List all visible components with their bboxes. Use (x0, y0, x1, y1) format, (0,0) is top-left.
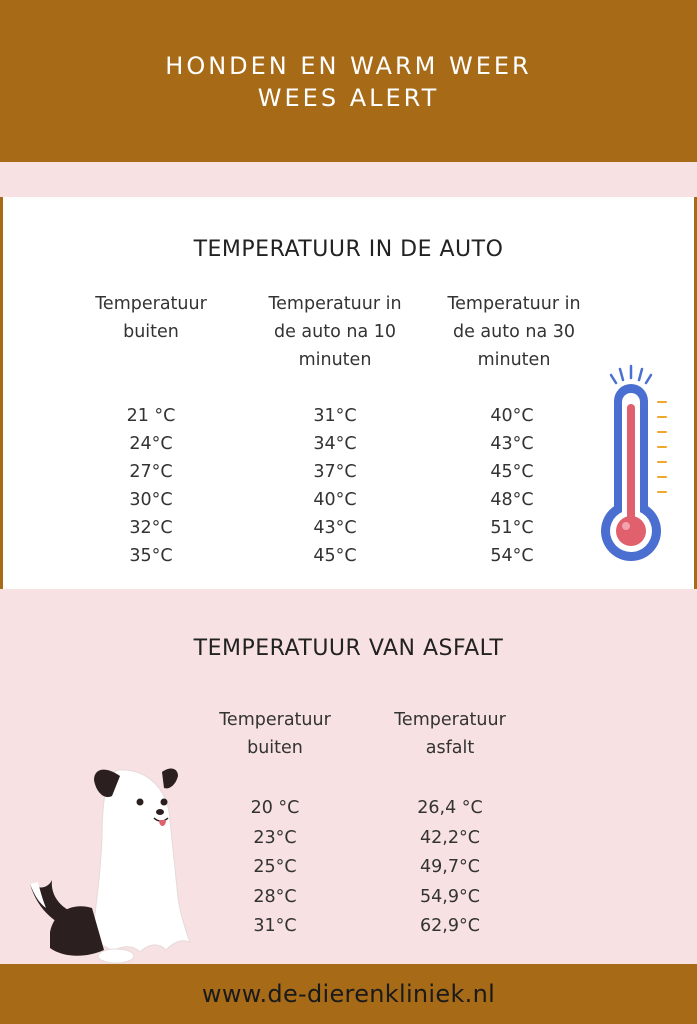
table-cell: 25°C (253, 857, 297, 877)
table-cell: 30°C (129, 490, 173, 510)
table-cell: 62,9°C (420, 916, 480, 936)
table-cell: 31°C (253, 916, 297, 936)
table-cell: 48°C (490, 490, 534, 510)
table-cell: 32°C (129, 518, 173, 538)
table-cell: 31°C (313, 406, 357, 426)
table-cell: 51°C (490, 518, 534, 538)
table-cell: 37°C (313, 462, 357, 482)
table-cell: 35°C (129, 546, 173, 566)
table-cell: 42,2°C (420, 827, 480, 848)
thermometer-icon (592, 362, 682, 568)
table-cell: 28°C (253, 886, 297, 907)
table-cell: 23°C (253, 827, 297, 848)
asphalt-col2-header-line: Temperatuur (394, 710, 506, 730)
car-col1-values (91, 402, 211, 570)
table-cell: 43°C (313, 518, 357, 538)
car-col3-header-line: de auto na 30 (452, 322, 576, 342)
table-cell: 26,4 °C (417, 798, 483, 818)
table-cell: 45°C (490, 462, 534, 482)
car-col2-header-line: de auto na 10 (273, 322, 397, 342)
asphalt-col1-header (190, 706, 360, 762)
asphalt-col1-header-line: buiten (247, 738, 303, 758)
header-banner (0, 0, 697, 162)
page-title: HONDEN EN WARM WEER (165, 52, 532, 80)
asphalt-col1-values (215, 794, 335, 942)
table-cell: 27°C (129, 462, 173, 482)
table-cell: 24°C (129, 434, 173, 454)
footer-banner (0, 964, 697, 1024)
car-col2-header (245, 290, 425, 374)
table-cell: 21 °C (126, 406, 176, 426)
car-col2-header-line: minuten (298, 350, 372, 370)
car-col1-header-line: Temperatuur (95, 294, 207, 314)
asphalt-col2-header-line: asfalt (425, 738, 475, 758)
car-col2-values (275, 402, 395, 570)
asphalt-section-title: TEMPERATUUR VAN ASFALT (193, 636, 504, 661)
asphalt-col1-header-line: Temperatuur (219, 710, 331, 730)
car-col1-header (66, 290, 236, 346)
asphalt-col2-values (390, 794, 510, 942)
table-cell: 54°C (490, 546, 534, 566)
table-cell: 54,9°C (420, 886, 480, 907)
car-col1-header-line: buiten (123, 322, 179, 342)
table-cell: 40°C (490, 406, 534, 426)
car-col3-header-line: minuten (477, 350, 551, 370)
table-cell: 34°C (313, 434, 357, 454)
table-cell: 45°C (313, 546, 357, 566)
car-col3-values (452, 402, 572, 570)
table-cell: 49,7°C (420, 857, 480, 877)
car-col3-header (424, 290, 604, 374)
table-cell: 20 °C (250, 798, 300, 818)
table-cell: 43°C (490, 434, 534, 454)
asphalt-col2-header (365, 706, 535, 762)
table-cell: 40°C (313, 490, 357, 510)
website-url[interactable]: www.de-dierenkliniek.nl (201, 980, 496, 1008)
car-col2-header-line: Temperatuur in (268, 294, 402, 314)
page-subtitle: WEES ALERT (257, 84, 440, 112)
car-col3-header-line: Temperatuur in (447, 294, 581, 314)
ghost-dog-illustration (20, 762, 192, 964)
car-section-title: TEMPERATUUR IN DE AUTO (193, 237, 504, 262)
